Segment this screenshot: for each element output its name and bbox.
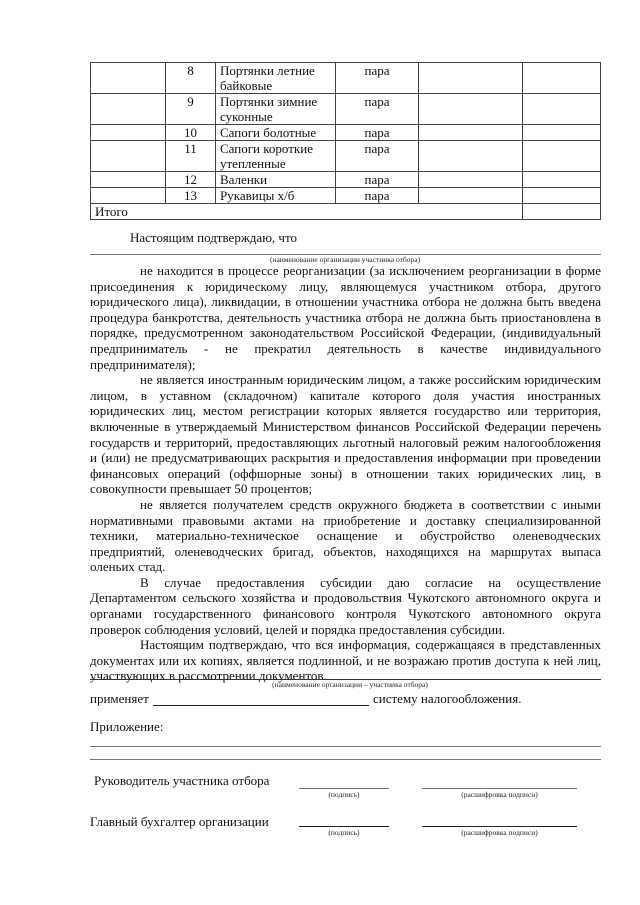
blank-cell bbox=[91, 141, 166, 172]
table-row bbox=[91, 188, 601, 204]
accountant-role: Главный бухгалтер организации bbox=[90, 814, 269, 829]
accountant-signature-caption: (подпись) bbox=[328, 828, 360, 837]
item-unit: пара bbox=[336, 188, 419, 204]
applies-prefix: применяет bbox=[90, 691, 149, 706]
table-row bbox=[91, 125, 601, 141]
item-name: Портянки зимние суконные bbox=[216, 94, 336, 125]
item-unit: пара bbox=[336, 94, 419, 125]
row-number: 9 bbox=[166, 94, 216, 125]
sum-cell bbox=[523, 125, 601, 141]
item-unit: пара bbox=[336, 63, 419, 94]
sum-cell bbox=[523, 94, 601, 125]
item-unit: пара bbox=[336, 172, 419, 188]
table-row bbox=[91, 141, 601, 172]
confirm-intro: Настоящим подтверждаю, что bbox=[130, 230, 297, 245]
paragraph: не находится в процессе реорганизации (за исключением реорганизации в форме присоединения к юридическому лицу, являющемуся участником отбора, другого юридического лица), ликвидации, в отношении участника отбора не должна быть введена процедура банкротства, деятельность участника отбора не должна быть приостановлена в порядке, предусмотренном законодательством Российской Федерации, (индивидуальный предприниматель - не прекратил деятельность в качестве индивидуального предпринимателя); bbox=[90, 263, 601, 372]
blank-cell bbox=[91, 125, 166, 141]
sum-cell bbox=[523, 172, 601, 188]
item-unit: пара bbox=[336, 125, 419, 141]
table-row bbox=[91, 63, 601, 94]
quantity-cell bbox=[419, 94, 523, 125]
item-name: Сапоги короткие утепленные bbox=[216, 141, 336, 172]
head-signature-line[interactable] bbox=[299, 788, 389, 789]
head-role: Руководитель участника отбора bbox=[94, 773, 270, 788]
accountant-name-caption: (расшифровка подписи) bbox=[461, 828, 538, 837]
paragraph: В случае предоставления субсидии даю согласие на осуществление Департаментом сельского хозяйства и продовольствия Чукотского автономного округа и органами государственного финансового контроля Чукотского автономного округа проверок соблюдения условий, целей и порядка предоставления субсидии. bbox=[90, 574, 601, 637]
quantity-cell bbox=[419, 172, 523, 188]
blank-cell bbox=[91, 94, 166, 125]
total-row bbox=[91, 204, 601, 220]
blank-cell bbox=[91, 188, 166, 204]
row-number: 12 bbox=[166, 172, 216, 188]
item-name: Портянки летние байковые bbox=[216, 63, 336, 94]
sum-cell bbox=[523, 141, 601, 172]
row-number: 13 bbox=[166, 188, 216, 204]
applies-suffix: систему налогообложения. bbox=[373, 691, 522, 706]
accountant-signature-line[interactable] bbox=[299, 826, 389, 827]
blank-cell bbox=[91, 172, 166, 188]
table-row bbox=[91, 172, 601, 188]
item-name: Рукавицы х/б bbox=[216, 188, 336, 204]
paragraph: Настоящим подтверждаю, что вся информация, содержащаяся в представленных документах или их копиях, является подлинной, и не возражаю против доступа к ней лиц, участвующих в рассмотрении документов. bbox=[90, 637, 601, 684]
head-name-caption: (расшифровка подписи) bbox=[461, 790, 538, 799]
org-name-caption-2: (наименование организации – участника отбора) bbox=[272, 680, 428, 689]
item-name: Сапоги болотные bbox=[216, 125, 336, 141]
paragraph: не является иностранным юридическим лицом, а также российским юридическим лицом, в уставном (складочном) капитале которого доля участия иностранных юридических лиц, местом регистрации которых является государство или территория, включенные в утверждаемый Министерством финансов Российской Федерации перечень государств и территорий, предоставляющих льготный налоговый режим налогообложения и (или) не предусматривающих раскрытия и предоставления информации при проведении финансовых операций (оффшорные зоны) в отношении таких юридических лиц, в совокупности превышает 50 процентов; bbox=[90, 372, 601, 497]
head-name-line[interactable] bbox=[422, 788, 577, 789]
appendix-line-2[interactable] bbox=[90, 759, 601, 760]
row-number: 11 bbox=[166, 141, 216, 172]
items-table bbox=[90, 62, 601, 220]
declaration-text bbox=[90, 263, 601, 684]
quantity-cell bbox=[419, 188, 523, 204]
blank-cell bbox=[91, 63, 166, 94]
quantity-cell bbox=[419, 63, 523, 94]
quantity-cell bbox=[419, 125, 523, 141]
total-cell bbox=[523, 204, 601, 220]
org-name-caption: (наименование организации участника отбора) bbox=[269, 255, 421, 264]
table-row bbox=[91, 94, 601, 125]
appendix-line-1[interactable] bbox=[90, 746, 601, 747]
total-label: Итого bbox=[91, 204, 523, 220]
item-name: Валенки bbox=[216, 172, 336, 188]
accountant-name-line[interactable] bbox=[422, 826, 577, 827]
paragraph: не является получателем средств окружного бюджета в соответствии с иными нормативными правовыми актами на приобретение и доставку специализированной техники, материально-техническое оснащение и обустройство оленеводческих предприятий, оленеводческих бригад, объектов, находящихся на маршрутах выпаса оленьих стад. bbox=[90, 496, 601, 575]
row-number: 10 bbox=[166, 125, 216, 141]
row-number: 8 bbox=[166, 63, 216, 94]
tax-system-field[interactable] bbox=[153, 705, 369, 706]
sum-cell bbox=[523, 63, 601, 94]
quantity-cell bbox=[419, 141, 523, 172]
head-signature-caption: (подпись) bbox=[328, 790, 360, 799]
item-unit: пара bbox=[336, 141, 419, 172]
appendix-label: Приложение: bbox=[90, 719, 164, 734]
sum-cell bbox=[523, 188, 601, 204]
